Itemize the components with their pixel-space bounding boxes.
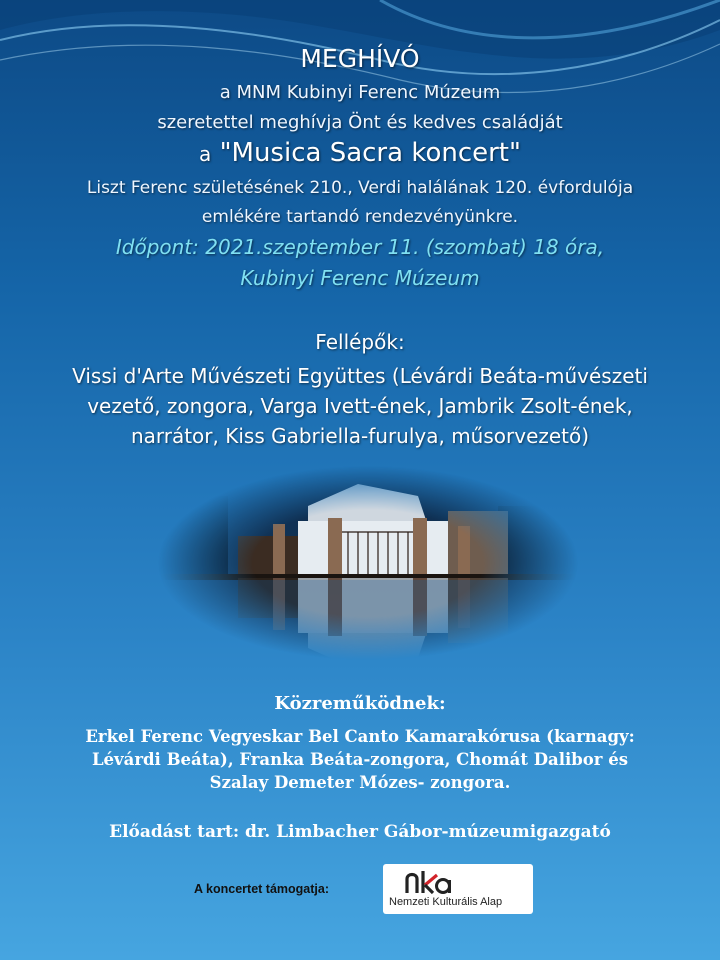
contributors-line: Szalay Demeter Mózes- zongora. — [209, 773, 511, 792]
event-line: emlékére tartandó rendezvényünkre. — [201, 207, 519, 227]
contributors-line: Erkel Ferenc Vegyeskar Bel Canto Kamarakórusa (karnagy: — [85, 727, 635, 746]
performers-line: Vissi d'Arte Művészeti Együttes (Lévárdi Beáta-művészeti — [72, 364, 648, 388]
lecture-line: Előadást tart: dr. Limbacher Gábor-múzeumigazgató — [109, 822, 611, 842]
concert-name: "Musica Sacra koncert" — [219, 138, 521, 168]
nka-logo-text: Nemzeti Kulturális Alap — [389, 896, 503, 908]
nka-logo — [383, 864, 533, 914]
performers-list — [0, 361, 720, 451]
decorative-swoosh — [0, 0, 720, 160]
event-place: Kubinyi Ferenc Múzeum — [240, 266, 480, 290]
event-date: Időpont: 2021.szeptember 11. (szombat) 18 óra, — [115, 235, 605, 259]
nka-logo-icon — [403, 869, 453, 895]
concert-title-line — [0, 138, 720, 168]
concert-prefix: a — [199, 142, 212, 166]
museum-photo — [158, 466, 578, 660]
sponsor-label: A koncertet támogatja: — [194, 882, 329, 896]
invitation-title: MEGHÍVÓ — [300, 44, 420, 73]
performers-line: narrátor, Kiss Gabriella-furulya, műsorvezető) — [130, 424, 590, 448]
invite-line: szeretettel meghívja Önt és kedves családját — [157, 112, 563, 133]
contributors-line: Lévárdi Beáta), Franka Beáta-zongora, Chomát Dalibor és — [91, 750, 629, 769]
anniversary-line: Liszt Ferenc születésének 210., Verdi halálának 120. évfordulója — [86, 178, 634, 198]
performers-heading: Fellépők: — [315, 330, 405, 354]
performers-line: vezető, zongora, Varga Ivett-ének, Jambrik Zsolt-ének, — [87, 394, 633, 418]
host-line: a MNM Kubinyi Ferenc Múzeum — [219, 82, 501, 103]
contributors-heading: Közreműködnek: — [274, 693, 446, 714]
contributors-list — [0, 725, 720, 794]
